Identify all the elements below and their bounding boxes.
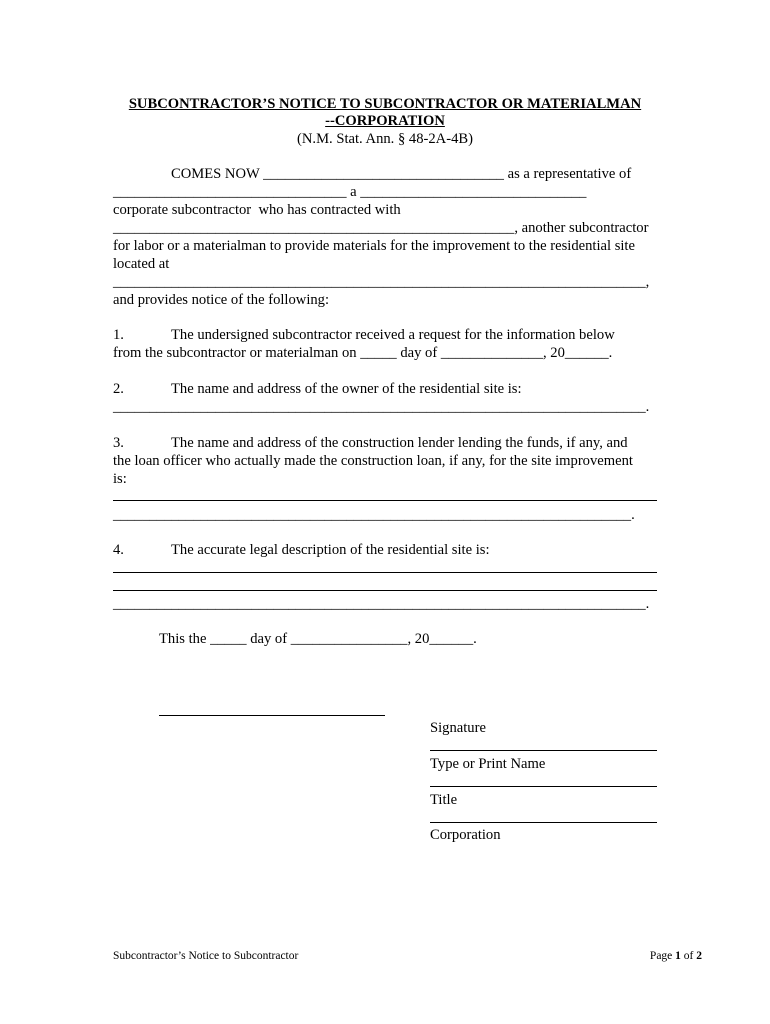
intro-line-7: _________________________________________________________________________, <box>113 274 650 290</box>
item-2-line-1: The name and address of the owner of the residential site is: <box>171 381 522 397</box>
intro-line-3: corporate subcontractor who has contracted with <box>113 202 401 218</box>
item-4-blank-line-1 <box>113 572 657 573</box>
document-title-subtitle: --CORPORATION <box>325 113 445 129</box>
statute-citation: (N.M. Stat. Ann. § 48-2A-4B) <box>297 131 473 147</box>
item-1-number: 1. <box>113 327 124 343</box>
footer-page-number <box>650 949 702 963</box>
intro-line-4: _______________________________________________________, another subcontractor <box>113 220 649 236</box>
signature-label: Signature <box>430 720 486 736</box>
item-1-line-1: The undersigned subcontractor received a request for the information below <box>171 327 615 343</box>
page-current: 1 <box>675 950 681 962</box>
item-4-blank-line-2 <box>113 590 657 591</box>
left-signature-line <box>159 715 385 716</box>
intro-line-5: for labor or a materialman to provide materials for the improvement to the residential site <box>113 238 635 254</box>
item-3-line-3: is: <box>113 471 127 487</box>
item-3-line-1: The name and address of the construction lender lending the funds, if any, and <box>171 435 628 451</box>
item-1-line-2: from the subcontractor or materialman on _____ day of ______________, 20______. <box>113 345 613 361</box>
corporation-label: Corporation <box>430 827 501 843</box>
page-prefix: Page <box>649 950 676 962</box>
intro-line-6: located at <box>113 256 170 272</box>
dated-line: This the _____ day of ________________, 20______. <box>159 631 477 647</box>
item-3-line-2: the loan officer who actually made the construction loan, if any, for the site improvement <box>113 453 633 469</box>
item-4-number: 4. <box>113 542 124 558</box>
footer-document-name: Subcontractor’s Notice to Subcontractor <box>113 950 299 962</box>
intro-line-1: COMES NOW _________________________________ as a representative of <box>171 166 632 182</box>
title-label: Title <box>430 792 458 808</box>
item-4-line-4: _________________________________________________________________________. <box>113 596 650 612</box>
page-of: of <box>680 950 697 962</box>
item-2-number: 2. <box>113 381 124 397</box>
item-3-number: 3. <box>113 435 124 451</box>
document-title: SUBCONTRACTOR’S NOTICE TO SUBCONTRACTOR OR MATERIALMAN <box>128 96 642 112</box>
type-or-print-name-label: Type or Print Name <box>430 756 546 772</box>
item-3-line-5: _______________________________________________________________________. <box>113 507 635 523</box>
intro-line-8: and provides notice of the following: <box>113 292 330 308</box>
item-2-line-2: _________________________________________________________________________. <box>113 399 650 415</box>
page-total: 2 <box>696 950 702 962</box>
corporation-line <box>430 822 657 823</box>
intro-line-2: ________________________________ a _______________________________ <box>113 184 587 200</box>
title-line <box>430 786 657 787</box>
name-line <box>430 750 657 751</box>
item-3-blank-line <box>113 500 657 501</box>
item-4-line-1: The accurate legal description of the residential site is: <box>171 542 490 558</box>
